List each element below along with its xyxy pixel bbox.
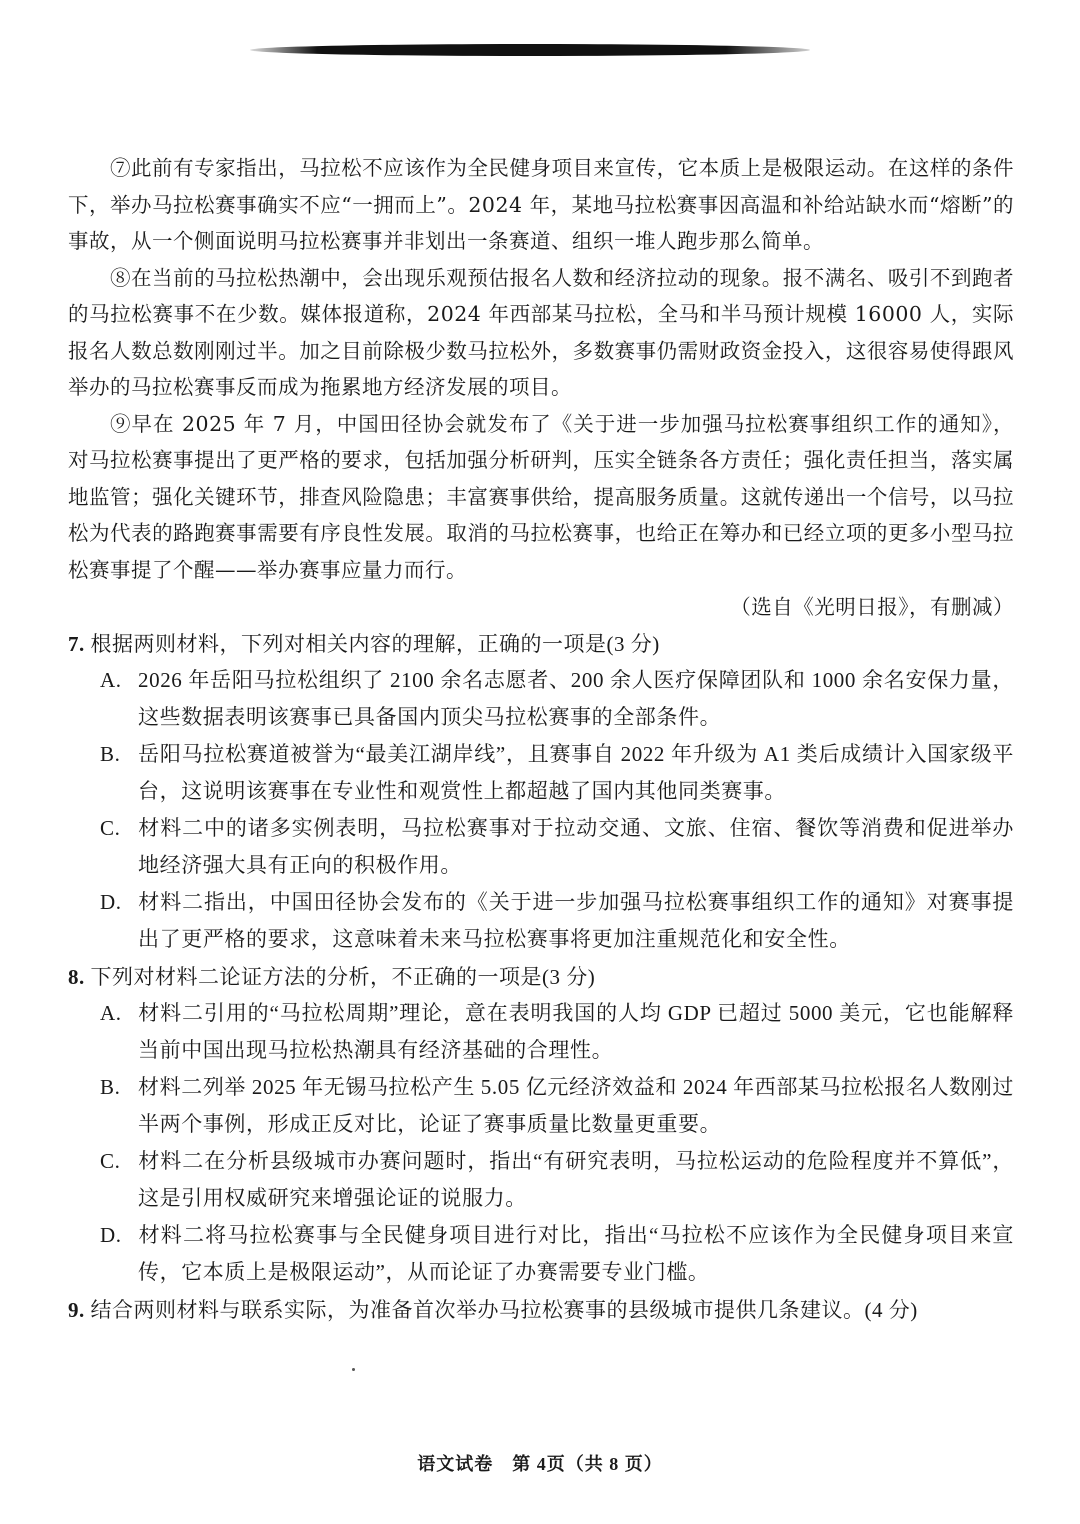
paragraph-9: ⑨早在 2025 年 7 月，中国田径协会就发布了《关于进一步加强马拉松赛事组织工作的通知》，对马拉松赛事提出了更严格的要求，包括加强分析研判，压实全链条各方责任；强化责任担当，落实属地监管；强化关键环节，排查风险隐患；丰富赛事供给，提高服务质量。这就传递出一个信号，以马拉松为代表的路跑赛事需要有序良性发展。取消的马拉松赛事，也给正在筹办和已经立项的更多小型马拉松赛事提了个醒——举办赛事应量力而行。 <box>68 411 1014 582</box>
option-8d <box>68 1217 1014 1291</box>
option-letter: B. <box>100 742 121 766</box>
question-number: 7. <box>68 632 85 656</box>
question-7-stem <box>68 626 1014 662</box>
question-9-stem <box>68 1292 1014 1328</box>
question-8 <box>68 959 1014 1291</box>
question-7 <box>68 626 1014 958</box>
option-8c <box>68 1143 1014 1217</box>
page-footer: 语文试卷 第 4页（共 8 页） <box>417 1454 663 1474</box>
question-number: 9. <box>68 1298 85 1322</box>
source-citation: （选自《光明日报》，有删减） <box>730 595 1014 619</box>
paragraph-7: ⑦此前有专家指出，马拉松不应该作为全民健身项目来宣传，它本质上是极限运动。在这样的条件下，举办马拉松赛事确实不应“一拥而上”。2024 年，某地马拉松赛事因高温和补给站缺水而“熔断”的事故，从一个侧面说明马拉松赛事并非划出一条赛道、组织一堆人跑步那么简单。 <box>68 156 1014 253</box>
exam-content <box>68 150 1014 1328</box>
option-letter: A. <box>100 1001 122 1025</box>
option-8b <box>68 1069 1014 1143</box>
option-letter: A. <box>100 668 122 692</box>
question-8-stem <box>68 959 1014 995</box>
option-text: 材料二引用的“马拉松周期”理论，意在表明我国的人均 GDP 已超过 5000 美元，它也能解释当前中国出现马拉松热潮具有经济基础的合理性。 <box>138 1001 1014 1062</box>
option-letter: C. <box>100 816 121 840</box>
option-text: 材料二在分析县级城市办赛问题时，指出“有研究表明，马拉松运动的危险程度并不算低”，这是引用权威研究来增强论证的说服力。 <box>138 1149 1014 1210</box>
option-7c <box>68 810 1014 884</box>
option-letter: D. <box>100 890 122 914</box>
question-text: 根据两则材料，下列对相关内容的理解，正确的一项是(3 分) <box>90 632 660 656</box>
option-8a <box>68 995 1014 1069</box>
option-text: 2026 年岳阳马拉松组织了 2100 余名志愿者、200 余人医疗保障团队和 1000 余名安保力量，这些数据表明该赛事已具备国内顶尖马拉松赛事的全部条件。 <box>138 668 1014 729</box>
option-text: 材料二中的诸多实例表明，马拉松赛事对于拉动交通、文旅、住宿、餐饮等消费和促进举办地经济强大具有正向的积极作用。 <box>138 816 1014 877</box>
option-7a <box>68 662 1014 736</box>
option-text: 岳阳马拉松赛道被誉为“最美江湖岸线”，且赛事自 2022 年升级为 A1 类后成绩计入国家级平台，这说明该赛事在专业性和观赏性上都超越了国内其他同类赛事。 <box>138 742 1014 803</box>
question-text: 结合两则材料与联系实际，为准备首次举办马拉松赛事的县级城市提供几条建议。(4 分) <box>90 1298 918 1322</box>
question-9 <box>68 1292 1014 1328</box>
option-7d <box>68 884 1014 958</box>
option-text: 材料二将马拉松赛事与全民健身项目进行对比，指出“马拉松不应该作为全民健身项目来宣传，它本质上是极限运动”，从而论证了办赛需要专业门槛。 <box>138 1223 1014 1284</box>
option-letter: C. <box>100 1149 121 1173</box>
paragraph-8: ⑧在当前的马拉松热潮中，会出现乐观预估报名人数和经济拉动的现象。报不满名、吸引不到跑者的马拉松赛事不在少数。媒体报道称，2024 年西部某马拉松，全马和半马预计规模 16000 人，实际报名人数总数刚刚过半。加之目前除极少数马拉松外，多数赛事仍需财政资金投入，这很容易使得跟风举办的马拉松赛事反而成为拖累地方经济发展的项目。 <box>68 265 1014 399</box>
question-number: 8. <box>68 965 85 989</box>
option-text: 材料二指出，中国田径协会发布的《关于进一步加强马拉松赛事组织工作的通知》对赛事提出了更严格的要求，这意味着未来马拉松赛事将更加注重规范化和安全性。 <box>138 890 1014 951</box>
option-letter: B. <box>100 1075 121 1099</box>
option-7b <box>68 736 1014 810</box>
question-text: 下列对材料二论证方法的分析，不正确的一项是(3 分) <box>90 965 596 989</box>
scan-top-edge-mark <box>250 44 810 56</box>
scan-speck <box>352 1368 355 1371</box>
option-text: 材料二列举 2025 年无锡马拉松产生 5.05 亿元经济效益和 2024 年西部某马拉松报名人数刚过半两个事例，形成正反对比，论证了赛事质量比数量更重要。 <box>138 1075 1014 1136</box>
option-letter: D. <box>100 1223 122 1247</box>
